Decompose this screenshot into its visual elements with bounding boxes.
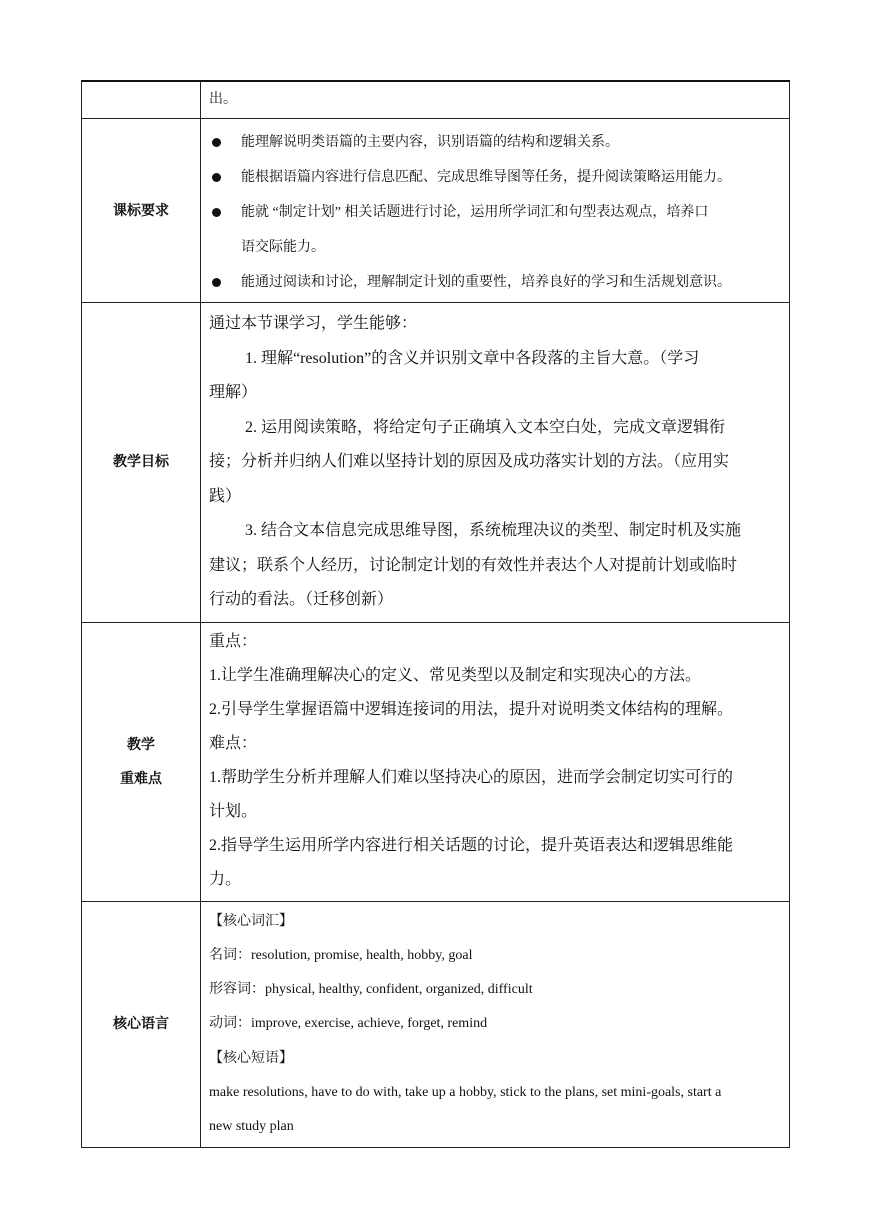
text-line: 名词：resolution, promise, health, hobby, goal [209, 947, 473, 963]
text-line: 能理解说明类语篇的主要内容，识别语篇的结构和逻辑关系。 [241, 135, 619, 150]
table-row [82, 81, 790, 119]
row-label-key-points [82, 622, 201, 901]
text-line: 【核心词汇】 [209, 913, 293, 929]
label-line: 教学 [127, 736, 155, 753]
text-line: 力。 [209, 870, 242, 888]
row-label-curriculum: 课标要求 [82, 119, 201, 303]
text-line: 动词：improve, exercise, achieve, forget, remind [209, 1016, 488, 1032]
list-item [209, 265, 783, 300]
text-line: new study plan [209, 1119, 294, 1135]
row-label-core-language: 核心语言 [82, 901, 201, 1147]
text-line: 1.让学生准确理解决心的定义、常见类型以及制定和实现决心的方法。 [209, 666, 702, 684]
objectives-text [209, 303, 783, 622]
table-row [82, 303, 790, 623]
text-line: 能就 “制定计划” 相关话题进行讨论，运用所学词汇和句型表达观点，培养口 [241, 205, 709, 220]
bullet-dot-icon [212, 208, 221, 217]
row-label [82, 81, 201, 119]
text-line: 1.帮助学生分析并理解人们难以坚持决心的原因，进而学会制定切实可行的 [209, 768, 734, 786]
list-item [209, 125, 783, 160]
text-line: 接；分析并归纳人们难以坚持计划的原因及成功落实计划的方法。（应用实 [209, 453, 730, 470]
text-line: 理解） [209, 384, 258, 401]
lesson-plan-table [81, 80, 790, 1148]
row-content [201, 81, 790, 119]
text-line: 形容词：physical, healthy, confident, organized, difficult [209, 982, 533, 998]
text-line: 践） [209, 487, 242, 505]
text-line: 【核心短语】 [209, 1050, 293, 1066]
text-line: 2.指导学生运用所学内容进行相关话题的讨论，提升英语表达和逻辑思维能 [209, 836, 734, 854]
text-line: 语交际能力。 [241, 240, 325, 255]
list-item [209, 195, 783, 265]
label-line: 重难点 [120, 770, 162, 787]
text-line: 能通过阅读和讨论，理解制定计划的重要性，培养良好的学习和生活规划意识。 [241, 275, 731, 290]
text-line: 2.引导学生掌握语篇中逻辑连接词的用法，提升对说明类文体结构的理解。 [209, 700, 734, 718]
text-line: 建议；联系个人经历，讨论制定计划的有效性并表达个人对提前计划或临时 [209, 556, 738, 574]
text-line: 2. 运用阅读策略，将给定句子正确填入文本空白处，完成文章逻辑衔 [245, 418, 726, 436]
bullet-dot-icon [212, 138, 221, 147]
row-label-objectives: 教学目标 [82, 303, 201, 623]
text-line: 行动的看法。（迁移创新） [209, 591, 394, 608]
text-line: 能根据语篇内容进行信息匹配、完成思维导图等任务，提升阅读策略运用能力。 [241, 170, 731, 185]
text-line: make resolutions, have to do with, take up a hobby, stick to the plans, set mini-goals, start a [209, 1084, 722, 1100]
bullet-dot-icon [212, 173, 221, 182]
bullet-list [209, 119, 783, 302]
table-row [82, 119, 790, 303]
table-row [82, 901, 790, 1147]
text-line: 出。 [209, 92, 237, 107]
objectives-intro: 通过本节课学习，学生能够： [209, 315, 418, 332]
key-points-text [209, 623, 783, 901]
objectives-content [201, 303, 790, 623]
text-line: 3. 结合文本信息完成思维导图，系统梳理决议的类型、制定时机及实施 [245, 522, 742, 539]
text-line: 重点： [209, 632, 258, 650]
text-line: 难点： [209, 734, 258, 752]
curriculum-content [201, 119, 790, 303]
text-line: 1. 理解“resolution”的含义并识别文章中各段落的主旨大意。（学习 [245, 349, 700, 367]
table-row [82, 622, 790, 901]
list-item [209, 160, 783, 195]
core-language-text [209, 902, 783, 1147]
core-language-content [201, 901, 790, 1147]
key-points-content [201, 622, 790, 901]
bullet-dot-icon [212, 278, 221, 287]
text-line: 计划。 [209, 802, 258, 820]
